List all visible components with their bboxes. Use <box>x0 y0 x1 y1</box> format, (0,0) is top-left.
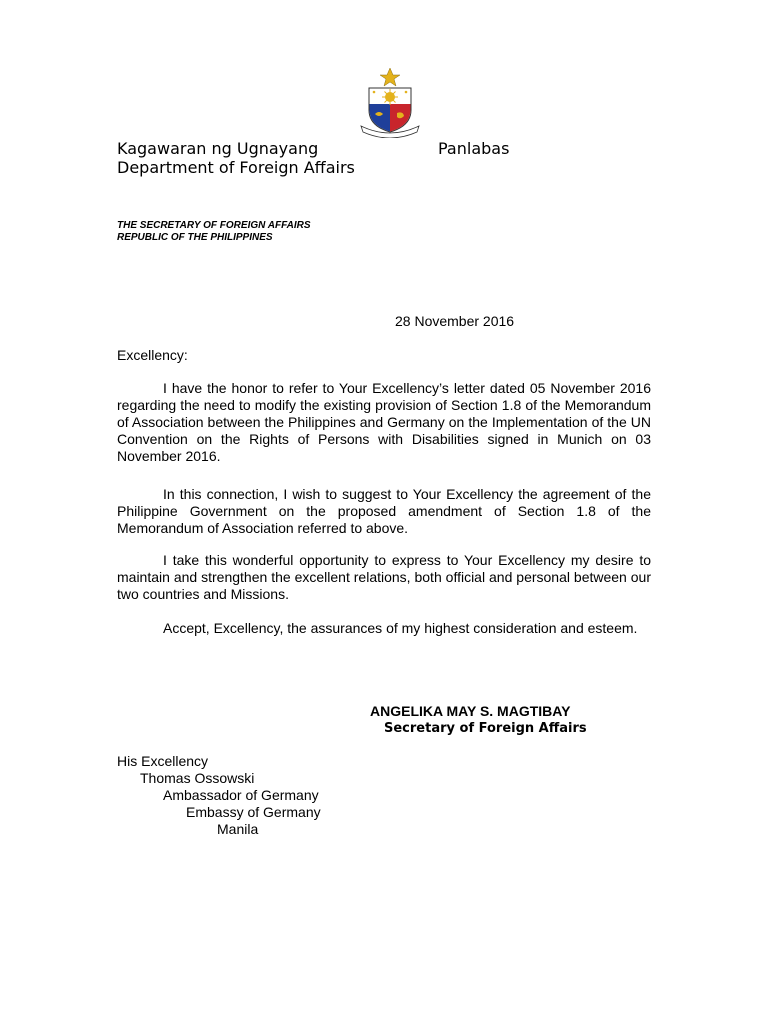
body-paragraph-3: I take this wonderful opportunity to express to Your Excellency my desire to maintain and strengthen the excellent relations, both official and personal between our two countries and Missions. <box>117 552 651 602</box>
addressee-line-3: Ambassador of Germany <box>163 787 319 803</box>
addressee-line-4: Embassy of Germany <box>186 804 321 820</box>
letter-date: 28 November 2016 <box>395 313 515 329</box>
body-paragraph-4: Accept, Excellency, the assurances of my highest consideration and esteem. <box>163 620 638 636</box>
addressee-line-5: Manila <box>217 821 259 837</box>
signatory-name: ANGELIKA MAY S. MAGTIBAY <box>370 703 571 719</box>
department-name-filipino <box>117 139 517 158</box>
office-line-1: THE SECRETARY OF FOREIGN AFFAIRS <box>117 220 311 231</box>
office-heading <box>117 220 311 244</box>
signatory-title: Secretary of Foreign Affairs <box>384 721 587 736</box>
body-paragraph-1: I have the honor to refer to Your Excellency’s letter dated 05 November 2016 regarding the need to modify the existing provision of Section 1.8 of the Memorandum of Association between the Philippines and Germany on the Implementation of the UN Convention on the Rights of Persons with Disabilities signed in Munich on 03 November 2016. <box>117 380 651 464</box>
office-line-2: REPUBLIC OF THE PHILIPPINES <box>117 232 273 243</box>
department-name-english: Department of Foreign Affairs <box>117 158 355 177</box>
philippine-coat-of-arms-icon <box>357 66 423 138</box>
addressee-line-1: His Excellency <box>117 753 209 769</box>
department-name-filipino-part2: Panlabas <box>438 139 510 158</box>
salutation: Excellency: <box>117 347 188 363</box>
body-paragraph-2: In this connection, I wish to suggest to Your Excellency the agreement of the Philippine Government on the proposed amendment of Section 1.8 of the Memorandum of Association referred to above. <box>117 486 651 536</box>
department-name-filipino-part1: Kagawaran ng Ugnayang <box>117 139 319 158</box>
addressee-line-2: Thomas Ossowski <box>140 770 255 786</box>
